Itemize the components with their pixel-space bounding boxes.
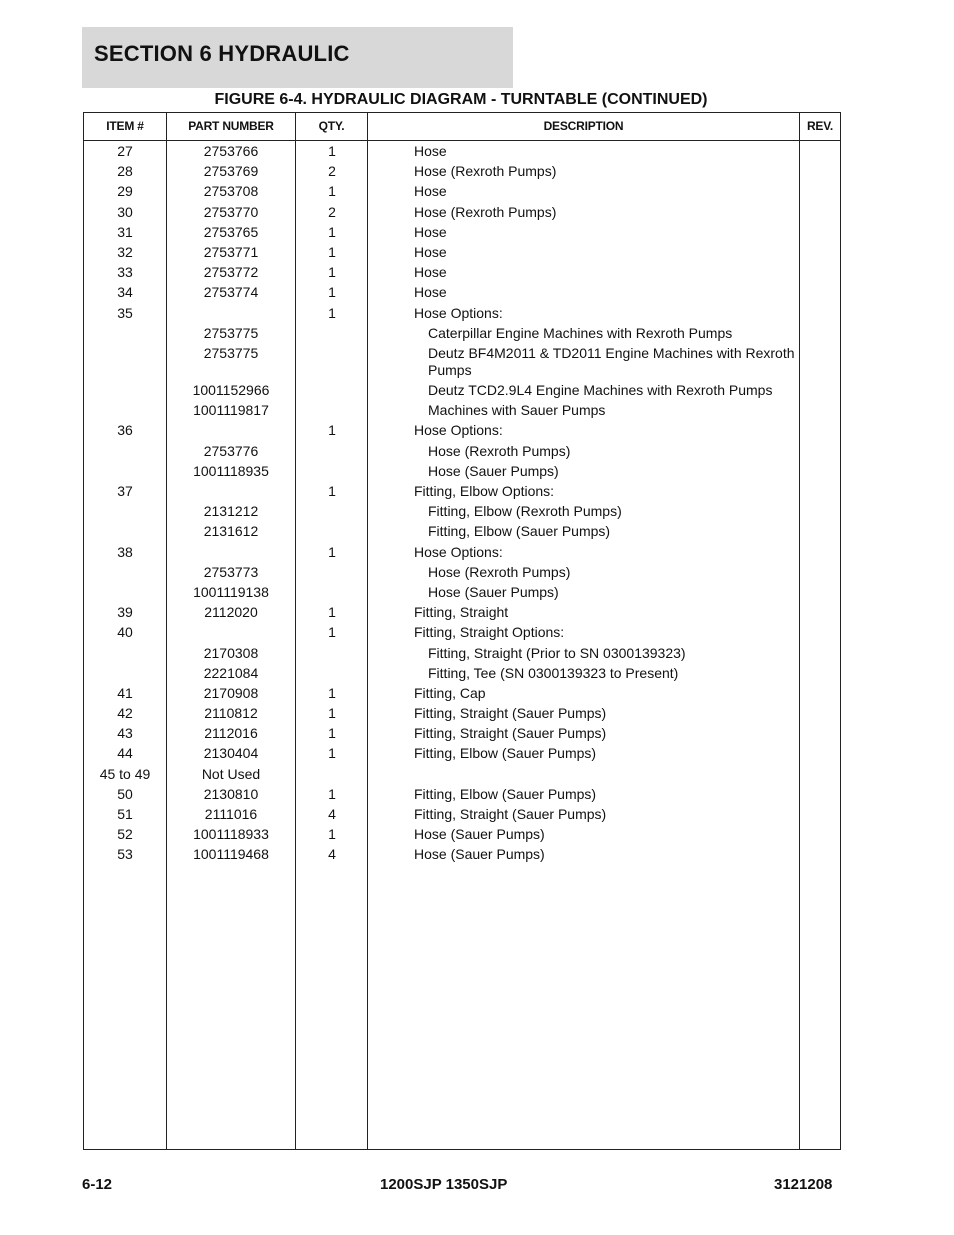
description: Fitting, Elbow (Sauer Pumps)	[414, 785, 597, 802]
table-row	[84, 645, 840, 665]
quantity: 1	[328, 183, 336, 200]
description: Machines with Sauer Pumps	[428, 402, 606, 419]
description: Hose	[414, 223, 447, 240]
header-part-number: PART NUMBER	[188, 119, 274, 133]
page-number: 6-12	[82, 1176, 113, 1193]
part-number: 1001119817	[193, 402, 269, 419]
part-number: 2753766	[203, 143, 259, 159]
part-number: 1001119138	[193, 583, 269, 600]
table-row	[84, 345, 840, 382]
description: Deutz BF4M2011 & TD2011 Engine Machines with Rexroth Pumps	[428, 344, 795, 378]
table-row	[84, 766, 840, 786]
part-number: 2112016	[204, 725, 258, 742]
part-number: 2753774	[203, 284, 259, 301]
description: Fitting, Elbow (Sauer Pumps)	[414, 745, 597, 762]
quantity: 1	[328, 785, 336, 802]
description: Hose	[414, 143, 447, 159]
item-number: 28	[117, 163, 133, 180]
part-number: 2131212	[203, 503, 259, 520]
part-number: 2753776	[203, 442, 259, 459]
header-qty: QTY.	[318, 119, 345, 133]
description: Hose Options:	[414, 543, 503, 560]
item-number: 38	[117, 543, 133, 560]
part-number: 2131612	[203, 523, 259, 540]
quantity: 2	[328, 203, 336, 220]
item-number: 39	[117, 604, 133, 621]
part-number: 2753771	[203, 243, 259, 260]
part-number: 2753773	[203, 563, 259, 580]
description: Fitting, Elbow (Sauer Pumps)	[428, 523, 611, 540]
quantity: 4	[328, 806, 336, 822]
description: Fitting, Straight	[414, 604, 509, 621]
item-number: 44	[117, 745, 133, 762]
table-row	[84, 224, 840, 244]
description: Hose	[414, 264, 447, 281]
description: Fitting, Straight (Prior to SN 0300139323)	[428, 644, 686, 661]
quantity: 2	[328, 163, 336, 180]
table-row	[84, 826, 840, 846]
quantity: 1	[328, 483, 336, 499]
quantity: 1	[328, 243, 336, 260]
table-row	[84, 786, 840, 806]
header-description: DESCRIPTION	[543, 119, 624, 133]
description: Hose (Rexroth Pumps)	[414, 163, 557, 180]
part-number: 2111016	[204, 806, 258, 822]
description: Hose	[414, 183, 447, 200]
item-number: 33	[117, 264, 133, 281]
item-number: 51	[117, 806, 133, 822]
description: Fitting, Straight (Sauer Pumps)	[414, 725, 607, 742]
description: Fitting, Tee (SN 0300139323 to Present)	[428, 664, 679, 681]
table-row	[84, 422, 840, 442]
item-number: 37	[117, 483, 133, 499]
figure-title: FIGURE 6-4. HYDRAULIC DIAGRAM - TURNTABLE (CONTINUED)	[214, 91, 708, 108]
quantity: 1	[328, 826, 336, 843]
part-number: 2753772	[203, 264, 259, 281]
quantity: 1	[328, 264, 336, 281]
part-number: 1001119468	[193, 846, 269, 863]
document-number: 3121208	[774, 1176, 833, 1193]
table-row	[84, 846, 840, 866]
section-title: SECTION 6 HYDRAULIC	[94, 41, 350, 66]
description: Fitting, Straight (Sauer Pumps)	[414, 705, 607, 722]
part-number: 1001152966	[192, 382, 270, 399]
item-number: 30	[117, 203, 133, 220]
table-row	[84, 204, 840, 224]
description: Fitting, Straight (Sauer Pumps)	[414, 806, 607, 822]
table-body	[84, 143, 840, 867]
quantity: 4	[328, 846, 336, 863]
quantity: 1	[328, 745, 336, 762]
table-row	[84, 685, 840, 705]
table-row	[84, 163, 840, 183]
table-row	[84, 604, 840, 624]
table-row	[84, 305, 840, 325]
item-number: 50	[117, 785, 133, 802]
section-banner	[82, 27, 513, 88]
item-number: 35	[117, 304, 133, 321]
table-row	[84, 284, 840, 304]
description: Hose (Sauer Pumps)	[414, 826, 545, 843]
quantity: 1	[328, 543, 336, 560]
part-number: 2753775	[203, 324, 259, 341]
part-number: 2130404	[203, 745, 259, 762]
table-row	[84, 806, 840, 826]
item-number: 31	[117, 223, 133, 240]
description: Hose (Sauer Pumps)	[414, 846, 545, 863]
part-number: 2753708	[203, 183, 259, 200]
part-number: 2221084	[203, 664, 259, 681]
quantity: 1	[328, 284, 336, 301]
table-row	[84, 725, 840, 745]
part-number: 1001118935	[193, 462, 269, 479]
item-number: 27	[117, 143, 133, 159]
description: Fitting, Elbow (Rexroth Pumps)	[428, 503, 622, 520]
part-number: 2110812	[204, 705, 258, 722]
table-row	[84, 483, 840, 503]
description: Hose (Sauer Pumps)	[428, 583, 559, 600]
description: Hose	[414, 284, 447, 301]
header-rev: REV.	[806, 119, 834, 133]
part-number: Not Used	[201, 765, 261, 782]
table-row	[84, 665, 840, 685]
part-number: 2130810	[203, 785, 259, 802]
part-number: 2170908	[203, 684, 259, 701]
part-number: 2112020	[204, 604, 258, 621]
description: Hose	[414, 243, 447, 260]
item-number: 41	[117, 684, 133, 701]
table-row	[84, 325, 840, 345]
parts-table	[83, 112, 841, 1150]
quantity: 1	[328, 684, 336, 701]
table-row	[84, 503, 840, 523]
part-number: 2753765	[203, 223, 259, 240]
table-row	[84, 244, 840, 264]
table-row	[84, 443, 840, 463]
table-row	[84, 705, 840, 725]
item-number: 34	[117, 284, 133, 301]
quantity: 1	[328, 304, 336, 321]
table-row	[84, 463, 840, 483]
description: Hose Options:	[414, 422, 503, 439]
part-number: 2753775	[203, 344, 259, 361]
quantity: 1	[328, 725, 336, 742]
description: Hose (Sauer Pumps)	[428, 462, 559, 479]
description: Fitting, Elbow Options:	[414, 483, 555, 499]
item-number: 32	[117, 243, 133, 260]
table-row	[84, 402, 840, 422]
table-header	[84, 113, 840, 141]
description: Hose (Rexroth Pumps)	[414, 203, 557, 220]
item-number: 53	[117, 846, 133, 863]
table-row	[84, 143, 840, 163]
table-row	[84, 523, 840, 543]
table-row	[84, 584, 840, 604]
table-row	[84, 564, 840, 584]
table-row	[84, 745, 840, 765]
quantity: 1	[328, 604, 336, 621]
table-row	[84, 624, 840, 644]
item-number: 43	[117, 725, 133, 742]
item-number: 42	[117, 705, 133, 722]
part-number: 2170308	[203, 644, 259, 661]
quantity: 1	[328, 624, 336, 641]
description: Fitting, Cap	[414, 684, 486, 701]
description: Deutz TCD2.9L4 Engine Machines with Rexroth Pumps	[428, 382, 773, 399]
table-row	[84, 264, 840, 284]
item-number: 29	[117, 183, 133, 200]
description: Hose Options:	[414, 304, 503, 321]
table-row	[84, 382, 840, 402]
description: Fitting, Straight Options:	[414, 624, 565, 641]
part-number: 2753769	[203, 163, 259, 180]
model-numbers: 1200SJP 1350SJP	[380, 1176, 508, 1193]
description: Caterpillar Engine Machines with Rexroth Pumps	[428, 324, 733, 341]
description: Hose (Rexroth Pumps)	[428, 442, 571, 459]
part-number: 2753770	[203, 203, 259, 220]
quantity: 1	[328, 143, 336, 159]
quantity: 1	[328, 223, 336, 240]
table-row	[84, 544, 840, 564]
part-number: 1001118933	[193, 826, 269, 843]
item-number: 45 to 49	[99, 765, 151, 782]
quantity: 1	[328, 705, 336, 722]
description: Hose (Rexroth Pumps)	[428, 563, 571, 580]
item-number: 52	[117, 826, 133, 843]
item-number: 40	[117, 624, 133, 641]
table-row	[84, 183, 840, 203]
quantity: 1	[328, 422, 336, 439]
item-number: 36	[117, 422, 133, 439]
header-item: ITEM #	[106, 119, 144, 133]
